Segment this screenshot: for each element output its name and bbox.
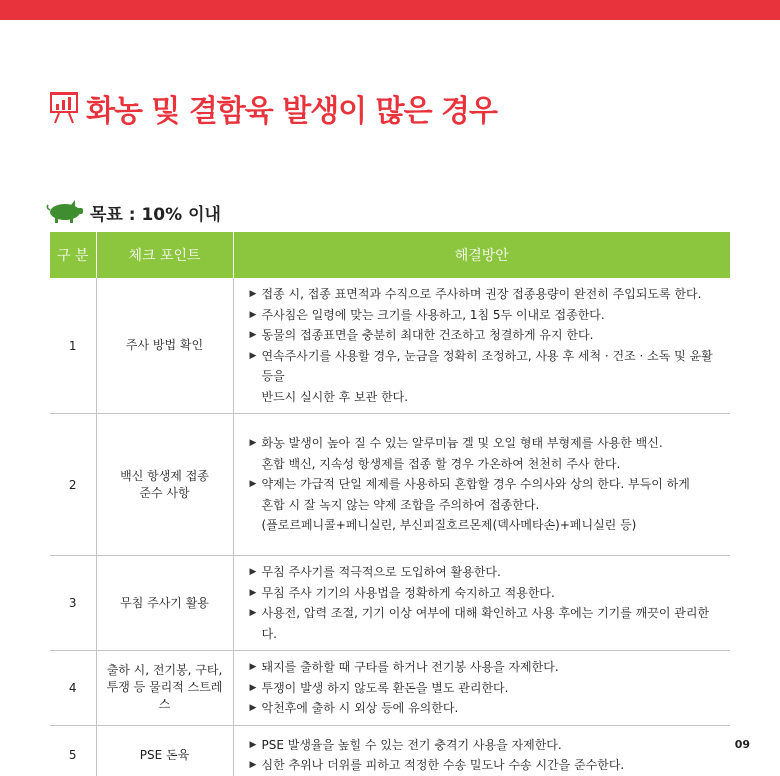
triangle-right-icon: ▶ (249, 479, 257, 490)
row-number: 2 (50, 414, 96, 556)
header-solution: 해결방안 (233, 232, 730, 278)
solution-item (250, 474, 721, 536)
table-row (50, 725, 730, 776)
triangle-right-icon: ▶ (249, 760, 257, 770)
checkpoint-cell (96, 725, 233, 776)
page-number: 09 (734, 738, 750, 751)
solution-cell (233, 725, 730, 776)
row-number: 4 (50, 651, 96, 726)
solution-item (250, 735, 721, 756)
triangle-right-icon: ▶ (249, 350, 257, 361)
solution-item (250, 583, 721, 604)
solution-line: 악천후에 출하 시 외상 등에 유의한다. (261, 701, 459, 715)
solution-item (250, 562, 721, 583)
solution-item (250, 433, 721, 474)
triangle-right-icon: ▶ (249, 682, 257, 693)
triangle-right-icon: ▶ (249, 289, 257, 299)
solution-line: 무침 주사기를 적극적으로 도입하여 활용한다. (261, 565, 501, 579)
solution-item (250, 325, 721, 346)
solution-line: 심한 추위나 더위를 피하고 적정한 수송 밀도나 수송 시간을 준수한다. (261, 758, 625, 772)
header-category: 구 분 (50, 232, 96, 278)
checkpoint-cell (96, 278, 233, 414)
triangle-right-icon: ▶ (249, 739, 257, 750)
solution-cell (233, 556, 730, 651)
solution-line: 사용전, 압력 조절, 기기 이상 여부에 대해 확인하고 사용 후에는 기기를 깨끗이 관리한다. (261, 606, 710, 641)
solution-item (250, 305, 721, 326)
checkpoint-cell (96, 414, 233, 556)
solution-item (250, 755, 721, 776)
checkpoint-line: 백신 항생제 접종 (120, 468, 209, 483)
triangle-right-icon: ▶ (249, 703, 257, 713)
solution-line: PSE 발생율을 높힐 수 있는 전기 충격기 사용을 자제한다. (261, 737, 562, 752)
checkpoint-table (50, 232, 730, 776)
row-number: 5 (50, 725, 96, 776)
solution-line: 주사침은 일령에 맞는 크기를 사용하고, 1침 5두 이내로 접종한다. (261, 307, 605, 322)
checkpoint-line: 출하 시, 전기봉, 구타, (106, 663, 223, 678)
solution-line: 돼지를 출하할 때 구타를 하거나 전기봉 사용을 자제한다. (261, 660, 559, 674)
triangle-right-icon: ▶ (249, 608, 257, 618)
solution-line: 반드시 실시한 후 보관 한다. (261, 389, 409, 404)
checkpoint-line: 주사 방법 확인 (125, 338, 204, 352)
solution-line: 접종 시, 접종 표면적과 수직으로 주사하며 권장 접종용량이 완전히 주입되도록 한다. (261, 287, 702, 301)
top-red-bar (0, 0, 780, 20)
solution-item (250, 657, 721, 678)
checkpoint-line: 준수 사항 (139, 485, 190, 500)
solution-item (250, 346, 721, 408)
solution-line: (플로르페니콜+페니실린, 부신피질호르몬제(덱사메타손)+페니실린 등) (261, 518, 637, 533)
solution-line: 동물의 접종표면을 충분히 최대한 건조하고 청결하게 유지 한다. (261, 328, 594, 342)
triangle-right-icon: ▶ (249, 587, 257, 598)
solution-line: 혼합 백신, 지속성 항생제를 접종 할 경우 가온하여 천천히 주사 한다. (261, 456, 621, 471)
solution-item (250, 603, 721, 644)
solution-cell (233, 651, 730, 726)
solution-line: 투쟁이 발생 하지 않도록 환돈을 별도 관리한다. (261, 680, 509, 695)
table-body (50, 278, 730, 776)
header-checkpoint: 체크 포인트 (96, 232, 233, 278)
solution-cell (233, 414, 730, 556)
checkpoint-cell (96, 556, 233, 651)
checkpoint-cell (96, 651, 233, 726)
checkpoint-line: 투쟁 등 물리적 스트레스 (106, 680, 223, 712)
pig-icon (44, 200, 84, 224)
solution-line: 연속주사기를 사용할 경우, 눈금을 정확히 조정하고, 사용 후 세척 · 건조 · 소독 및 윤활 등을 (261, 348, 713, 383)
section-title (50, 88, 497, 128)
solution-line: 무침 주사 기기의 사용법을 정확하게 숙지하고 적용한다. (261, 585, 555, 600)
triangle-right-icon: ▶ (249, 662, 257, 672)
row-number: 1 (50, 278, 96, 414)
table-row (50, 278, 730, 414)
table-row (50, 651, 730, 726)
page-title: 화농 및 결함육 발생이 많은 경우 (86, 94, 497, 129)
triangle-right-icon: ▶ (249, 309, 257, 320)
triangle-right-icon: ▶ (249, 330, 257, 340)
solution-line: 혼합 시 잘 녹지 않는 약제 조합을 주의하여 접종한다. (261, 497, 540, 512)
checkpoint-line: PSE 돈육 (139, 747, 190, 762)
solution-cell (233, 278, 730, 414)
checkpoint-line: 무침 주사기 활용 (120, 595, 209, 610)
solution-line: 약제는 가급적 단일 제제를 사용하되 혼합할 경우 수의사와 상의 한다. 부득이 하게 (261, 477, 690, 492)
solution-item (250, 698, 721, 719)
goal-row (44, 199, 221, 225)
table-row (50, 414, 730, 556)
triangle-right-icon: ▶ (249, 567, 257, 577)
solution-item (250, 678, 721, 699)
solution-line: 화농 발생이 높아 질 수 있는 알루미늄 겔 및 오일 형태 부형제를 사용한 백신. (261, 436, 663, 451)
goal-text: 목표 : 10% 이내 (90, 204, 221, 225)
triangle-right-icon: ▶ (249, 438, 257, 449)
table-header-row (50, 232, 730, 278)
table-row (50, 556, 730, 651)
row-number: 3 (50, 556, 96, 651)
presentation-chart-icon (50, 92, 78, 124)
solution-item (250, 284, 721, 305)
